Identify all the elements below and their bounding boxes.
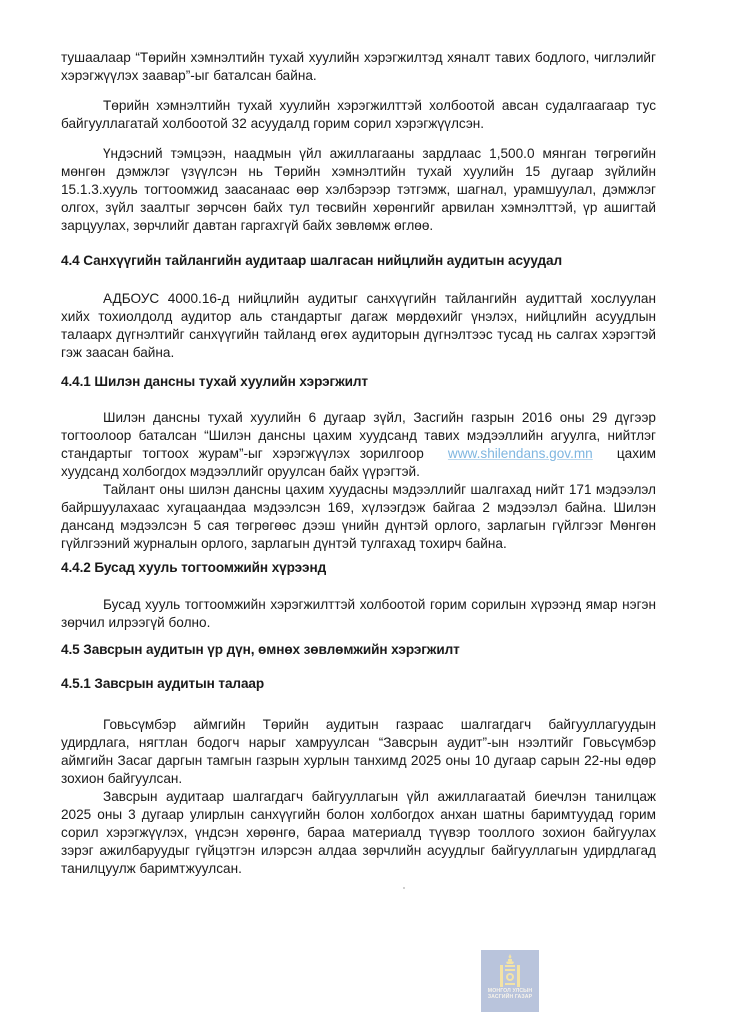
paragraph-line: Бусад хууль тогтоомжийн хэрэгжилттэй холбоотой горим сорилын хүрээнд ямар нэгэн	[103, 597, 656, 612]
paragraph-line: 15.1.3.хууль тогтоомжид заасанаас өөр хэлбэрээр тэтгэмж, шагнал, урамшуулал, дэмжлэг	[61, 182, 656, 197]
paragraph-line: Тайлант оны шилэн дансны цахим хуудасны мэдээллийг шалгахад нийт 171 мэдээлэл	[103, 482, 656, 497]
paragraph-line: талаарх дүгнэлтийг санхүүгийн тайланд өгөх аудиторын дүгнэлтээс тусад нь салгах хэрэгтэй	[61, 327, 656, 342]
section-heading-4-5: 4.5 Завсрын аудитын үр дүн, өмнөх зөвлөмжийн хэрэгжилт	[61, 642, 460, 657]
paragraph-line: хуудсанд холбогдох мэдээллийг оруулсан байх үүрэгтэй.	[61, 464, 420, 479]
paragraph-line: тогтоолоор баталсан “Шилэн дансны цахим хуудсанд тавих мэдээллийн агуулга, нийтлэг	[61, 428, 656, 443]
paragraph-line: гэж заасан байна.	[61, 345, 175, 360]
paragraph-line: Завсрын аудитаар шалгагдагч байгууллагын үйл ажиллагаатай биечлэн танилцаж	[103, 789, 656, 804]
soyombo-emblem-icon	[497, 954, 523, 988]
section-heading-4-4-1: 4.4.1 Шилэн дансны тухай хуулийн хэрэгжилт	[61, 374, 368, 389]
paragraph-line: хийх тохиолдолд аудитор аль стандартыг дагаж мөрдөхийг үнэлэх, нийцлийн асуудлын	[61, 309, 656, 324]
government-logo	[481, 950, 539, 1012]
paragraph-line: Шилэн дансны тухай хуулийн 6 дугаар зүйл, Засгийн газрын 2016 оны 29 дүгээр	[103, 410, 656, 425]
paragraph-line-with-link	[61, 445, 656, 462]
paragraph-line: байгууллагатай холбоотой 32 асуудалд горим сорил хэрэгжүүлсэн.	[61, 116, 485, 131]
shilendans-link[interactable]: www.shilendans.gov.mn	[447, 446, 593, 461]
paragraph-line: Төрийн хэмнэлтийн тухай хуулийн хэрэгжилттэй холбоотой авсан судалгаагаар тус	[103, 98, 656, 113]
paragraph-line: олгох, зүйл заалтыг зөрчсөн байх тул төсвийн хөрөнгийг арвилан хэмнэлттэй, үр ашигтай	[61, 200, 656, 215]
section-heading-4-4-2: 4.4.2 Бусад хууль тогтоомжийн хүрээнд	[61, 560, 327, 575]
paragraph-line: байршуулахаас хугацаандаа мэдээлсэн 169, хүлээгдэж байгаа 2 мэдээлэл байна. Шилэн	[61, 500, 656, 515]
paragraph-line: 2025 оны 3 дугаар улирлын санхүүгийн болон холбогдох анхан шатны баримтуудад горим	[61, 807, 656, 822]
paragraph-line: Говьсүмбэр аймгийн Төрийн аудитын газраас шалгагдагч байгууллагуудын	[103, 717, 656, 732]
paragraph-line: Үндэсний тэмцээн, наадмын үйл ажиллагааны зардлаас 1,500.0 мянган төгрөгийн	[103, 146, 656, 161]
paragraph-line: зэрэг ажилбаруудыг гүйцэтгэн илэрсэн алдаа зөрчлийн асуудлыг байгууллагын удирдлагад	[61, 843, 656, 858]
logo-text-line1: МОНГОЛ УЛСЫН	[487, 988, 533, 994]
section-heading-4-4: 4.4 Санхүүгийн тайлангийн аудитаар шалгасан нийцлийн аудитын асуудал	[61, 253, 563, 268]
paragraph-line: танилцуулж баримтжуулсан.	[61, 861, 242, 876]
paragraph-line: гүйлгээний журналын орлого, зарлагын дүнтэй тулгахад тохирч байна.	[61, 536, 507, 551]
logo-text-line2: ЗАСГИЙН ГАЗАР	[487, 994, 533, 1000]
paragraph-line: зөрчил илрээгүй болно.	[61, 615, 211, 630]
paragraph-line: удирдлага, нягтлан бодогч нарыг хамруулсан “Завсрын аудит”-ын нээлтийг Говьсүмбэр	[61, 735, 656, 750]
paragraph-text: стандартыг тогтоох журам”-ыг хэрэгжүүлэх зорилгоор	[61, 446, 424, 461]
paragraph-line: тушаалаар “Төрийн хэмнэлтийн тухай хуулийн хэрэгжилтэд хяналт тавих бодлого, чиглэлийг	[61, 50, 656, 65]
paragraph-line: хэрэгжүүлэх заавар”-ыг баталсан байна.	[61, 68, 317, 83]
paragraph-line: мөнгөн дэмжлэг үзүүлсэн нь Төрийн хэмнэлтийн тухай хуулийн 15 дугаар зүйлийн	[61, 164, 656, 179]
paragraph-line: зохион байгуулсан.	[61, 771, 183, 786]
paragraph-text: цахим	[616, 446, 656, 461]
paragraph-line: сорил хэрэгжүүлэх, үндсэн хөрөнгө, бараа материалд түүвэр тооллого зохион байгуулах	[61, 825, 656, 840]
section-heading-4-5-1: 4.5.1 Завсрын аудитын талаар	[61, 676, 265, 691]
paragraph-line: дансанд мэдээлсэн 5 сая төгрөгөөс дээш үнийн дүнтэй орлого, зарлагын гүйлгээг Мөнгөн	[61, 518, 656, 533]
paragraph-line: аймгийн Засаг даргын тамгын газрын хурлын танхимд 2025 оны 10 дугаар сарын 22-ны өдөр	[61, 753, 656, 768]
paragraph-line: АДБОУС 4000.16-д нийцлийн аудитыг санхүүгийн тайлангийн аудиттай хослуулан	[103, 291, 656, 306]
scan-speck	[403, 887, 405, 889]
paragraph-line: зарцуулах, зөрчлийг давтан гаргахгүй байх зөвлөмж өглөө.	[61, 218, 434, 233]
